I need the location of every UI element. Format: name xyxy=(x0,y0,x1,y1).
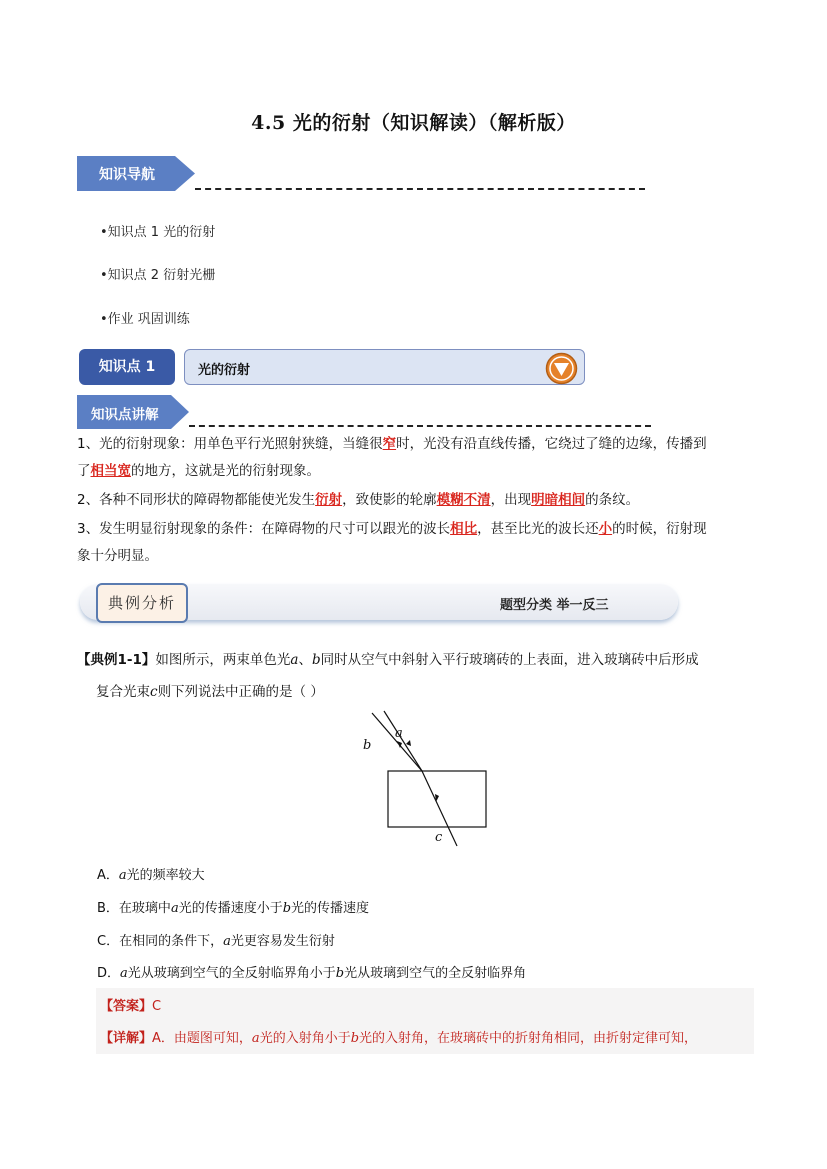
keyword: 小 xyxy=(598,521,613,537)
keyword: 衍射 xyxy=(315,492,343,508)
detail-line xyxy=(100,1027,697,1046)
page-title: 4.5 光的衍射（知识解读）（解析版） xyxy=(251,112,576,134)
nav-banner xyxy=(77,156,195,191)
explain-banner-label: 知识点讲解 xyxy=(91,407,159,423)
nav-item-2[interactable]: •知识点 2 衍射光栅 xyxy=(100,268,216,283)
var-b: b xyxy=(311,652,321,668)
answer-label: 【答案】 xyxy=(100,999,153,1014)
option-text: 光的传播速度 xyxy=(291,901,370,916)
nav-item-homework[interactable]: •作业 巩固训练 xyxy=(100,312,190,327)
text: 光的入射角，在玻璃砖中的折射角相同，由折射定律可知， xyxy=(359,1031,698,1046)
text: ，致使影的轮廓 xyxy=(342,492,437,508)
text: 了 xyxy=(77,463,91,479)
option-text: 光从玻璃到空气的全反射临界角 xyxy=(344,966,527,981)
text: 则下列说法中正确的是（ ） xyxy=(157,684,324,700)
option-text: 光从玻璃到空气的全反射临界角小于 xyxy=(127,966,336,981)
nav-item-1[interactable]: •知识点 1 光的衍射 xyxy=(100,225,216,240)
option-text: 光的传播速度小于 xyxy=(178,901,283,916)
explain-banner xyxy=(77,395,189,429)
label-c: c xyxy=(435,830,443,845)
option-text: 光的频率较大 xyxy=(126,868,205,883)
var: a xyxy=(118,868,127,883)
ray-a xyxy=(384,711,422,771)
explain-paragraph-3 xyxy=(77,516,757,570)
var: b xyxy=(335,966,345,981)
label-a: a xyxy=(395,726,403,741)
keyword: 模糊不清 xyxy=(436,492,491,508)
text: 如图所示，两束单色光 xyxy=(155,652,291,668)
knowledge-point-label: 知识点 1 xyxy=(79,349,175,385)
arrow-a xyxy=(406,740,411,746)
text: 复合光束 xyxy=(96,684,150,700)
text: 的时候，衍射现 xyxy=(612,521,707,537)
option-key: C． xyxy=(97,934,120,949)
case-analysis-subtitle: 题型分类 举一反三 xyxy=(500,598,609,613)
question-line-1 xyxy=(77,648,699,668)
text: 2、各种不同形状的障碍物都能使光发生 xyxy=(77,492,316,508)
knowledge-point-title: 光的衍射 xyxy=(198,363,251,378)
var: a xyxy=(223,934,231,949)
option-key: B． xyxy=(97,901,119,916)
keyword: 窄 xyxy=(382,436,397,452)
text: 光的入射角小于 xyxy=(259,1031,351,1046)
text: 的条纹。 xyxy=(585,492,640,508)
var-a: a xyxy=(290,652,299,668)
text: ，甚至比光的波长还 xyxy=(477,521,599,537)
var: b xyxy=(350,1031,360,1046)
collapse-toggle-icon[interactable] xyxy=(545,352,578,389)
var: a xyxy=(170,901,179,916)
var: a xyxy=(120,966,128,981)
ray-b xyxy=(372,713,422,771)
option-c[interactable] xyxy=(97,930,335,949)
question-line-2 xyxy=(96,680,324,700)
text: 3、发生明显衍射现象的条件：在障碍物的尺寸可以跟光的波长 xyxy=(77,521,451,537)
var-c: c xyxy=(150,684,158,700)
nav-banner-label: 知识导航 xyxy=(99,167,155,183)
label-b: b xyxy=(363,738,372,753)
text: 同时从空气中斜射入平行玻璃砖的上表面，进入玻璃砖中后形成 xyxy=(320,652,699,668)
keyword: 相当宽 xyxy=(90,463,131,479)
option-text: 在玻璃中 xyxy=(118,901,171,916)
nav-divider xyxy=(195,188,645,190)
explain-paragraph-1 xyxy=(77,431,757,485)
keyword: 相比 xyxy=(450,521,478,537)
text: 时，光没有沿直线传播，它绕过了缝的边缘，传播到 xyxy=(396,436,707,452)
option-b[interactable] xyxy=(97,897,369,916)
detail-label: 【详解】 xyxy=(100,1031,153,1046)
question-prefix: 【典例1-1】 xyxy=(77,652,156,668)
case-analysis-tag: 典例分析 xyxy=(96,583,188,623)
answer-line xyxy=(100,995,161,1014)
explain-divider xyxy=(189,425,651,427)
var: b xyxy=(282,901,292,916)
text: 、 xyxy=(298,652,312,668)
text: 象十分明显。 xyxy=(77,548,158,564)
option-text: 在相同的条件下， xyxy=(119,934,224,949)
refraction-diagram xyxy=(355,708,505,857)
var: a xyxy=(251,1031,260,1046)
option-key: D． xyxy=(97,966,121,981)
text: ，出现 xyxy=(490,492,532,508)
keyword: 明暗相间 xyxy=(531,492,586,508)
explain-paragraph-2 xyxy=(77,487,757,514)
option-a[interactable] xyxy=(97,864,205,883)
option-key: A． xyxy=(97,868,119,883)
option-text: 光更容易发生衍射 xyxy=(230,934,335,949)
text: A．由题图可知， xyxy=(152,1031,252,1046)
text: 1、光的衍射现象：用单色平行光照射狭缝，当缝很 xyxy=(77,436,383,452)
answer-value: C xyxy=(152,999,162,1014)
text: 的地方，这就是光的衍射现象。 xyxy=(131,463,320,479)
option-d[interactable] xyxy=(97,962,526,981)
